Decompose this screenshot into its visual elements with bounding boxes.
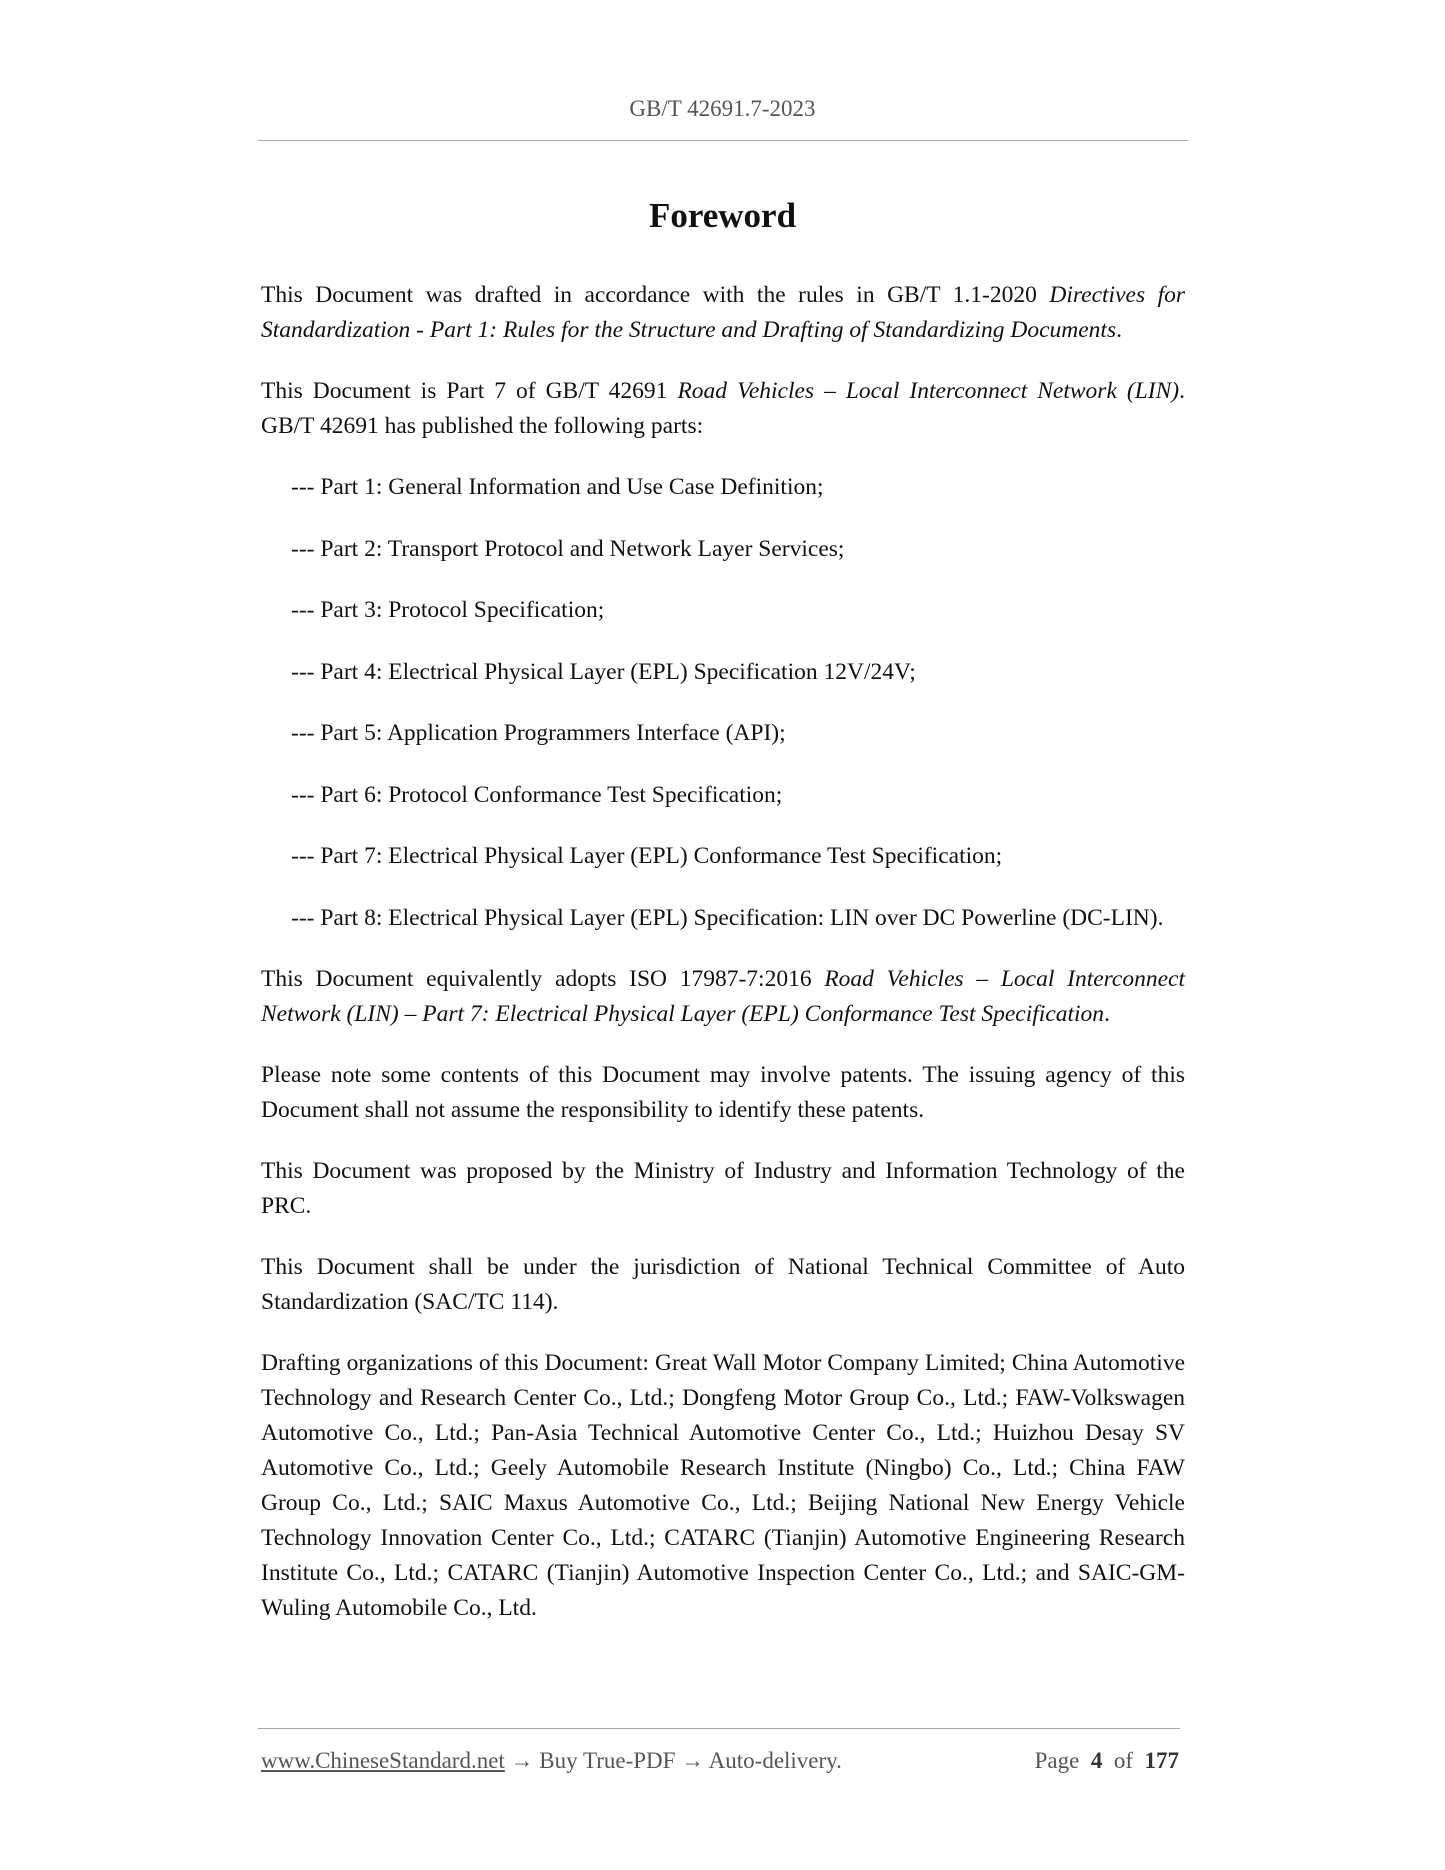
paragraph-part-of-series <box>261 374 1185 444</box>
italic-reference-title: Road Vehicles – Local Interconnect Network (LIN) – Part 7: Electrical Physical Layer (EPL) Conformance Test Specification <box>261 965 1186 1027</box>
header-doc-code: GB/T 42691.7-2023 <box>629 96 816 121</box>
list-item-part-5: --- Part 5: Application Programmers Interface (API); <box>291 720 786 746</box>
paragraph-proposed-by: This Document was proposed by the Ministry of Industry and Information Technology of the PRC. <box>261 1157 1185 1219</box>
page-label: Page <box>1034 1748 1080 1773</box>
list-item-part-4: --- Part 4: Electrical Physical Layer (EPL) Specification 12V/24V; <box>291 658 916 685</box>
paragraph-patents: Please note some contents of this Document may involve patents. The issuing agency of this Document shall not assume the responsibility to identify these patents. <box>261 1061 1185 1123</box>
website-link[interactable]: www.ChineseStandard.net <box>261 1748 505 1773</box>
paragraph-text: . GB/T 42691 has published the following parts: <box>261 378 1185 439</box>
document-body <box>261 278 1185 1652</box>
page-total: 177 <box>1144 1748 1179 1773</box>
paragraph-text: . <box>1104 1000 1110 1027</box>
footer-divider <box>258 1728 1180 1729</box>
parts-list <box>261 470 1185 936</box>
list-item-part-1: --- Part 1: General Information and Use Case Definition; <box>291 474 824 500</box>
header-divider <box>258 140 1188 141</box>
paragraph-iso-adoption <box>261 962 1185 1032</box>
list-item-part-6: --- Part 6: Protocol Conformance Test Specification; <box>291 781 783 808</box>
paragraph-drafting-rules <box>261 278 1185 348</box>
paragraph-text: . <box>1116 317 1122 343</box>
list-item-part-7: --- Part 7: Electrical Physical Layer (EPL) Conformance Test Specification; <box>291 843 1003 869</box>
of-label: of <box>1113 1748 1133 1773</box>
italic-reference-title: Road Vehicles – Local Interconnect Network (LIN) <box>677 378 1180 404</box>
page-footer <box>261 1748 1179 1774</box>
paragraph-text: This Document was drafted in accordance with the rules in GB/T 1.1-2020 <box>261 282 1050 308</box>
page-number <box>1035 1748 1179 1774</box>
italic-reference-title: Directives for Standardization - Part 1: Rules for the Structure and Drafting of Standardizing Documents <box>261 282 1186 343</box>
list-item-part-8: --- Part 8: Electrical Physical Layer (EPL) Specification: LIN over DC Powerline (DC-LIN). <box>291 904 1164 931</box>
page-title: Foreword <box>648 196 797 235</box>
paragraph-jurisdiction: This Document shall be under the jurisdiction of National Technical Committee of Auto Standardization (SAC/TC 114). <box>261 1253 1185 1315</box>
page-current: 4 <box>1090 1748 1103 1773</box>
footer-promo-text: → Buy True-PDF → Auto-delivery. <box>504 1748 842 1773</box>
list-item-part-2: --- Part 2: Transport Protocol and Network Layer Services; <box>291 535 845 562</box>
paragraph-drafting-organizations: Drafting organizations of this Document: Great Wall Motor Company Limited; China Automotive Technology and Research Center Co., Ltd.; Dongfeng Motor Group Co., Ltd.; FAW-Volkswagen Automotive Co., Ltd.; Pan-Asia Technical Automotive Center Co., Ltd.; Huizhou Desay SV Automotive Co., Ltd.; Geely Automobile Research Institute (Ningbo) Co., Ltd.; China FAW Group Co., Ltd.; SAIC Maxus Automotive Co., Ltd.; Beijing National New Energy Vehicle Technology Innovation Center Co., Ltd.; CATARC (Tianjin) Automotive Engineering Research Institute Co., Ltd.; CATARC (Tianjin) Automotive Inspection Center Co., Ltd.; and SAIC-GM-Wuling Automobile Co., Ltd. <box>261 1349 1185 1621</box>
paragraph-text: This Document equivalently adopts ISO 17987-7:2016 <box>261 965 825 992</box>
footer-promo <box>261 1748 842 1774</box>
list-item-part-3: --- Part 3: Protocol Specification; <box>291 597 605 623</box>
paragraph-text: This Document is Part 7 of GB/T 42691 <box>261 378 678 404</box>
